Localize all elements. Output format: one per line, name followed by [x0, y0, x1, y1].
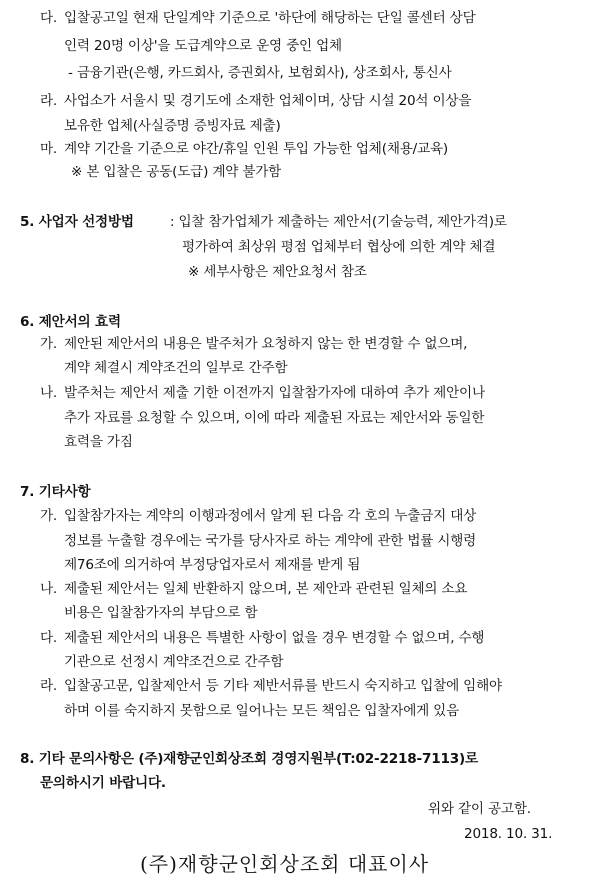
s7-item-ra-line2: 하며 이를 숙지하지 못함으로 일어나는 모든 책임은 입찰자에게 있음 [64, 703, 460, 719]
item-da-marker: 다. [40, 10, 58, 26]
signature: (주)재향군인회상조회 대표이사 [140, 852, 430, 876]
item-da-sub: - 금융기관(은행, 카드회사, 증권회사, 보험회사), 상조회사, 통신사 [68, 65, 452, 81]
section-7-heading: 7. 기타사항 [20, 484, 91, 500]
s6-item-ga-line2: 계약 체결시 계약조건의 일부로 간주함 [64, 360, 288, 376]
section-5-heading: 5. 사업자 선정방법 [20, 214, 134, 230]
closing-date: 2018. 10. 31. [464, 826, 553, 842]
item-ma-note: ※ 본 입찰은 공동(도급) 계약 불가함 [71, 164, 282, 180]
section-5-line1: : 입찰 참가업체가 제출하는 제안서(기술능력, 제안가격)로 [170, 214, 507, 230]
item-da-line2: 인력 20명 이상'을 도급계약으로 운영 중인 업체 [64, 38, 342, 54]
item-ma-line1: 계약 기간을 기준으로 야간/휴일 인원 투입 가능한 업체(채용/교육) [64, 141, 449, 157]
item-ra-marker: 라. [40, 93, 58, 109]
s7-item-ga-marker: 가. [40, 508, 58, 524]
s7-item-ga-line2: 정보를 누출할 경우에는 국가를 당사자로 하는 계약에 관한 법률 시행령 [64, 533, 477, 549]
section-5-line2: 평가하여 최상위 평점 업체부터 협상에 의한 계약 체결 [182, 239, 496, 255]
closing-statement: 위와 같이 공고함. [428, 801, 531, 817]
s7-item-da-line2: 기관으로 선정시 계약조건으로 간주함 [64, 654, 284, 670]
s7-item-ra-line1: 입찰공고문, 입찰제안서 등 기타 제반서류를 반드시 숙지하고 입찰에 임해야 [64, 678, 502, 694]
s6-item-ga-line1: 제안된 제안서의 내용은 발주처가 요청하지 않는 한 변경할 수 없으며, [64, 336, 468, 352]
item-ma-marker: 마. [40, 141, 58, 157]
s7-item-ga-line3: 제76조에 의거하여 부정당업자로서 제재를 받게 됨 [64, 557, 361, 573]
s7-item-na-line2: 비용은 입찰참가자의 부담으로 함 [64, 605, 258, 621]
section-8-line2: 문의하시기 바랍니다. [40, 775, 166, 791]
s6-item-ga-marker: 가. [40, 336, 58, 352]
s6-item-na-line1: 발주처는 제안서 제출 기한 이전까지 입찰참가자에 대하여 추가 제안이나 [64, 385, 485, 401]
section-5-note: ※ 세부사항은 제안요청서 참조 [188, 264, 367, 280]
s6-item-na-line3: 효력을 가짐 [64, 434, 133, 450]
s7-item-ga-line1: 입찰참가자는 계약의 이행과정에서 알게 된 다음 각 호의 누출금지 대상 [64, 508, 477, 524]
s7-item-da-line1: 제출된 제안서의 내용은 특별한 사항이 없을 경우 변경할 수 없으며, 수행 [64, 630, 485, 646]
section-8-line1: 8. 기타 문의사항은 (주)재향군인회상조회 경영지원부(T:02-2218-7113)로 [20, 751, 478, 767]
s6-item-na-line2: 추가 자료를 요청할 수 있으며, 이에 따라 제출된 자료는 제안서와 동일한 [64, 410, 485, 426]
item-ra-line1: 사업소가 서울시 및 경기도에 소재한 업체이며, 상담 시설 20석 이상을 [64, 93, 472, 109]
s7-item-da-marker: 다. [40, 630, 58, 646]
s6-item-na-marker: 나. [40, 385, 58, 401]
item-ra-line2: 보유한 업체(사실증명 증빙자료 제출) [64, 118, 281, 134]
s7-item-na-line1: 제출된 제안서는 일체 반환하지 않으며, 본 제안과 관련된 일체의 소요 [64, 581, 468, 597]
section-6-heading: 6. 제안서의 효력 [20, 314, 121, 330]
item-da-line1: 입찰공고일 현재 단일계약 기준으로 '하단에 해당하는 단일 콜센터 상담 [64, 10, 476, 26]
s7-item-ra-marker: 라. [40, 678, 58, 694]
s7-item-na-marker: 나. [40, 581, 58, 597]
